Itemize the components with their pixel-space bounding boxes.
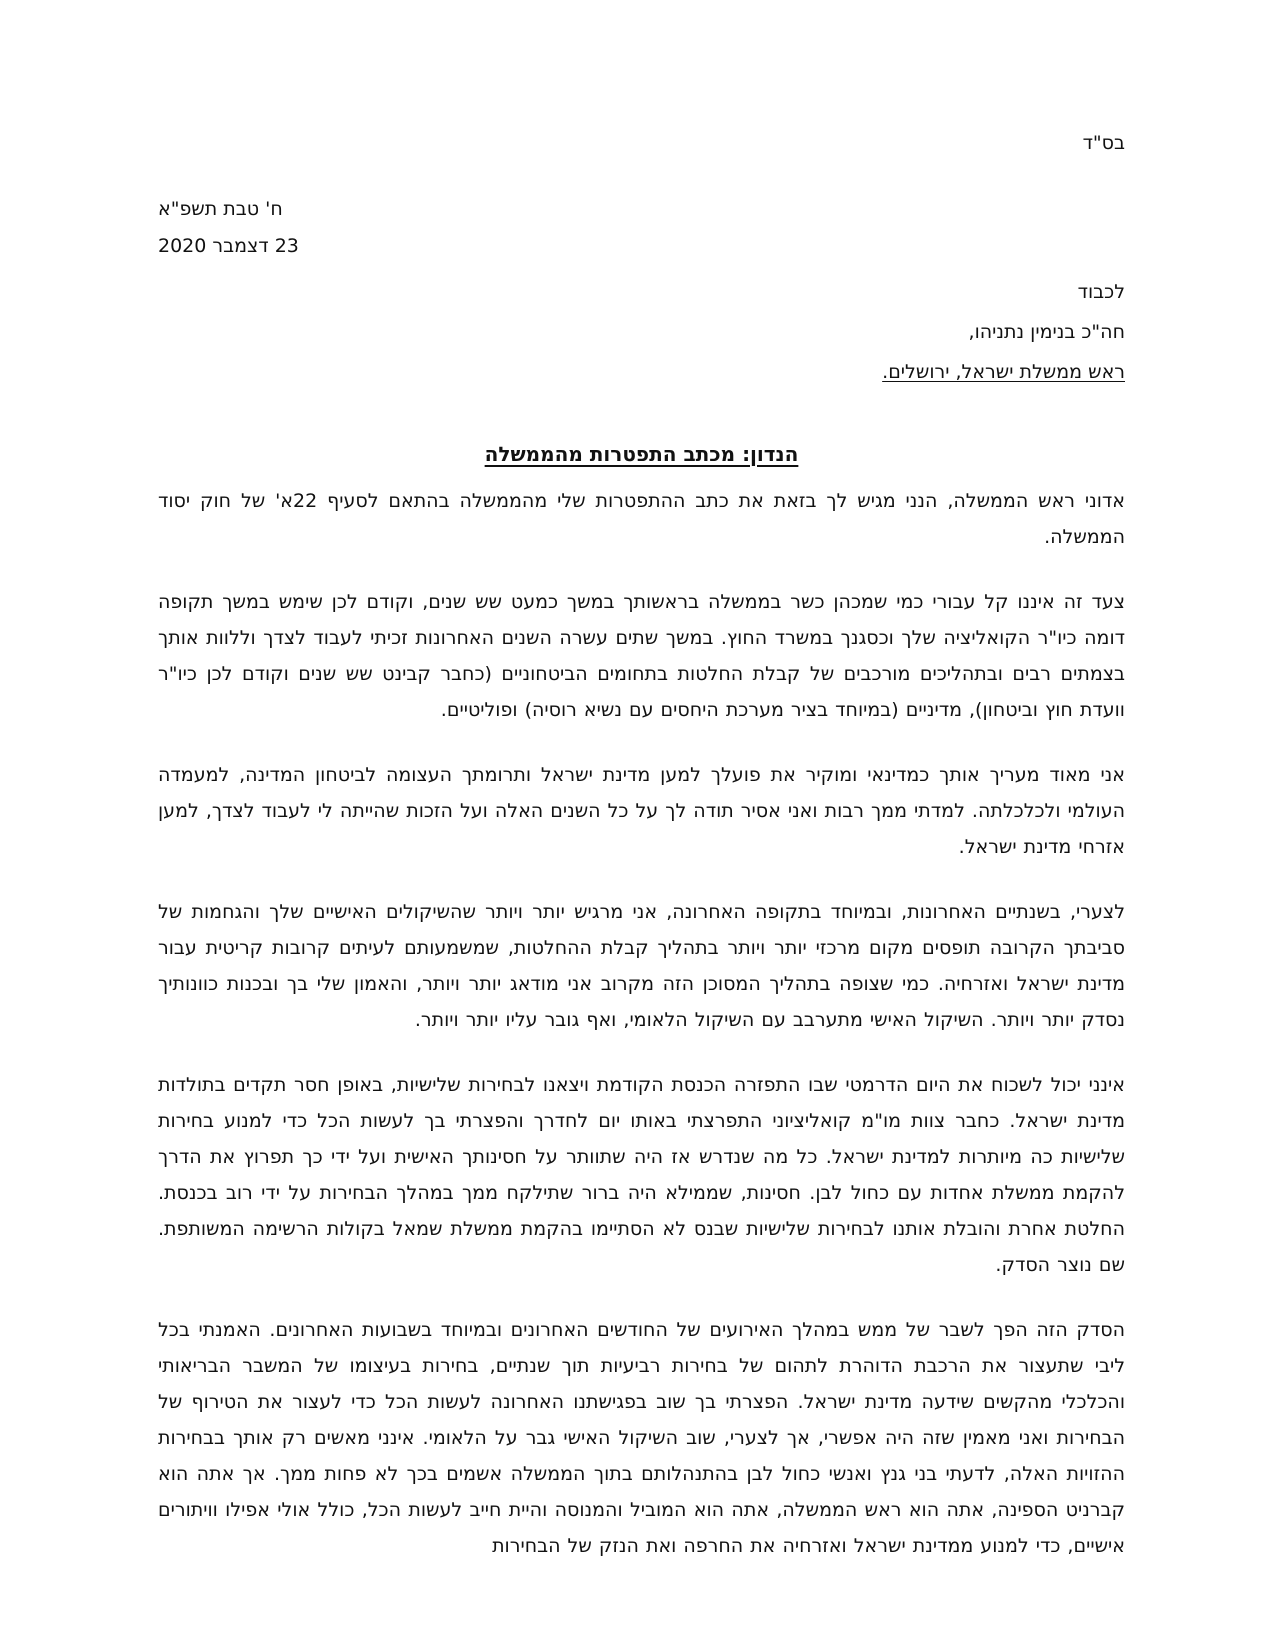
letter-paragraph-4: לצערי, בשנתיים האחרונות, ובמיוחד בתקופה האחרונה, אני מרגיש יותר ויותר שהשיקולים האישיים שלך והגחמות של סביבתך הקרובה תופסים מקום מרכזי יותר ויותר בתהליך קבלת ההחלטות, שמשמעותם לעיתים קרובות קריטית עבור מדינת ישראל ואזרחיה. כמי שצופה בתהליך המסוכן הזה מקרוב אני מודאג יותר ויותר, והאמון שלי בך ובכנות כוונותיך נסדק יותר ויותר. השיקול האישי מתערבב עם השיקול הלאומי, ואף גובר עליו יותר ויותר. [158, 901, 1125, 1031]
bsd-header: בס"ד [1082, 132, 1125, 154]
letter-paragraph-2: צעד זה איננו קל עבורי כמי שמכהן כשר בממשלה בראשותך במשך כמעט שש שנים, וקודם לכן שימש במשך תקופה דומה כיו"ר הקואליציה שלך וכסגנך במשרד החוץ. במשך שתים עשרה השנים האחרונות זכיתי לעבוד לצדך וללוות אותך בצמתים רבים ובתהליכים מורכבים של קבלת החלטות בתחומים הביטחוניים (כחבר קבינט שש שנים וקודם לכן כיו"ר וועדת חוץ וביטחון), מדיניים (במיוחד בציר מערכת היחסים עם נשיא רוסיה) ופוליטיים. [158, 591, 1125, 721]
letter-paragraph-1: אדוני ראש הממשלה, הנני מגיש לך בזאת את כתב ההתפטרות שלי מהממשלה בהתאם לסעיף 22א' של חוק יסוד הממשלה. [158, 490, 1125, 548]
gregorian-date: 23 דצמבר 2020 [158, 235, 299, 257]
hebrew-date: ח' טבת תשפ"א [158, 198, 283, 220]
addressee-title: ראש ממשלת ישראל, ירושלים. [882, 361, 1125, 383]
letter-body [158, 483, 1125, 1564]
salutation: לכבוד [1077, 281, 1125, 303]
date-block [158, 196, 1125, 259]
addressee-block [158, 279, 1125, 385]
letter-paragraph-3: אני מאוד מעריך אותך כמדינאי ומוקיר את פועלך למען מדינת ישראל ותרומתך העצומה לביטחון המדינה, למעמדה העולמי ולכלכלתה. למדתי ממך רבות ואני אסיר תודה לך על כל השנים האלה ועל הזכות שהייתה לי לעבוד לצדך, למען אזרחי מדינת ישראל. [158, 764, 1125, 858]
letter-paragraph-5: אינני יכול לשכוח את היום הדרמטי שבו התפזרה הכנסת הקודמת ויצאנו לבחירות שלישיות, באופן חסר תקדים בתולדות מדינת ישראל. כחבר צוות מו"מ קואליציוני התפרצתי באותו יום לחדרך והפצרתי בך לעשות הכל כדי למנוע בחירות שלישיות כה מיותרות למדינת ישראל. כל מה שנדרש אז היה שתוותר על חסינותך האישית ועל ידי כך תפרוץ את הדרך להקמת ממשלת אחדות עם כחול לבן. חסינות, שממילא היה ברור שתילקח ממך במהלך הבחירות על ידי רוב בכנסת. החלטת אחרת והובלת אותנו לבחירות שלישיות שבנס לא הסתיימו בהקמת ממשלת שמאל בקולות הרשימה המשותפת. שם נוצר הסדק. [158, 1074, 1125, 1276]
letter-paragraph-6: הסדק הזה הפך לשבר של ממש במהלך האירועים של החודשים האחרונים ובמיוחד בשבועות האחרונים. האמנתי בכל ליבי שתעצור את הרכבת הדוהרת לתהום של בחירות רביעיות תוך שנתיים, בחירות בעיצומו של המשבר הבריאותי והכלכלי מהקשים שידעה מדינת ישראל. הפצרתי בך שוב בפגישתנו האחרונה לעשות הכל כדי לעצור את הטירוף של הבחירות ואני מאמין שזה היה אפשרי, אך לצערי, שוב השיקול האישי גבר על הלאומי. אינני מאשים רק אותך בבחירות ההזויות האלה, לדעתי בני גנץ ואנשי כחול לבן בהתנהלותם בתוך הממשלה אשמים בכך לא פחות ממך. אך אתה הוא קברניט הספינה, אתה הוא ראש הממשלה, אתה הוא המוביל והמנוסה והיית חייב לעשות הכל, כולל אולי אפילו וויתורים אישיים, כדי למנוע ממדינת ישראל ואזרחיה את החרפה ואת הנזק של הבחירות [158, 1319, 1125, 1557]
subject-line: הנדון: מכתב התפטרות מהממשלה [484, 442, 799, 466]
addressee-name: חה"כ בנימין נתניהו, [968, 321, 1125, 343]
